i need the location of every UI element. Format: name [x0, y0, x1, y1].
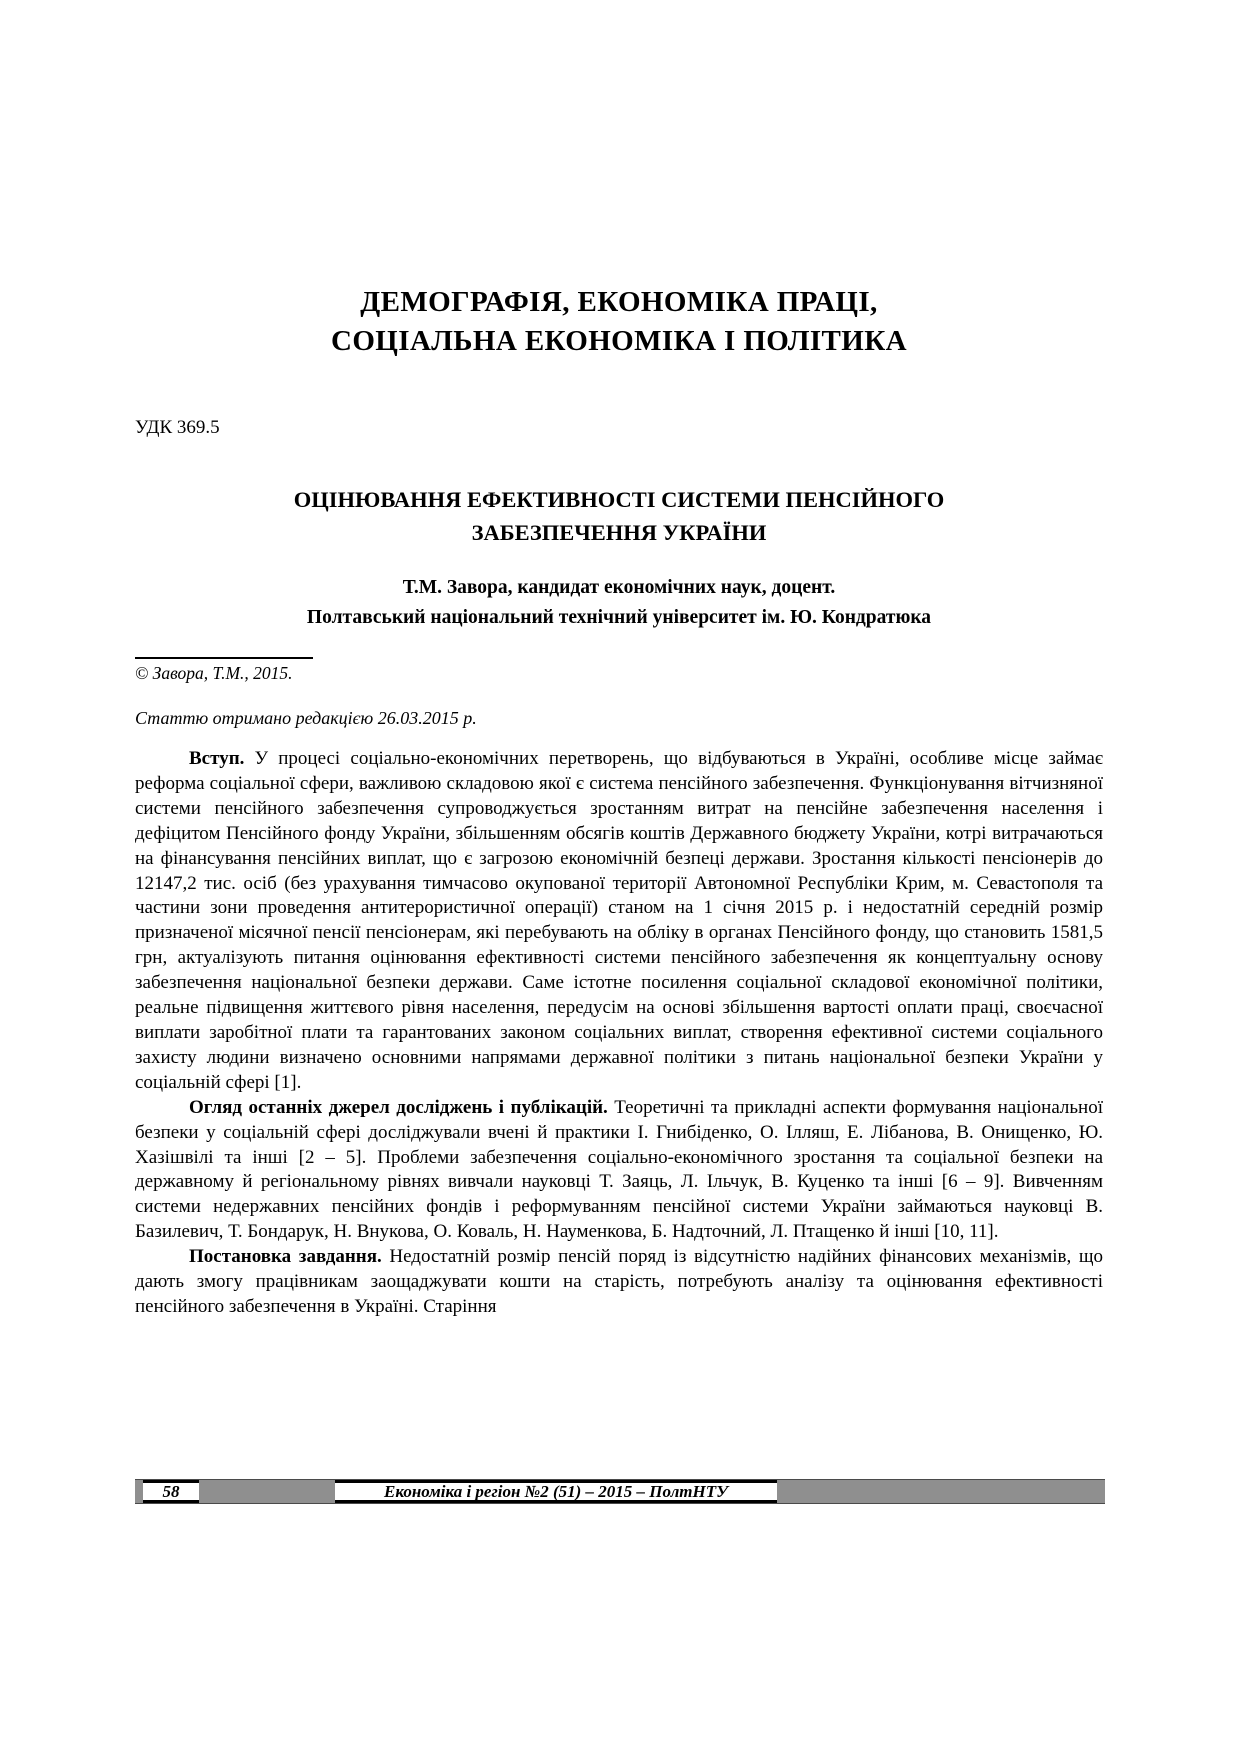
- page-content: [135, 0, 1103, 1320]
- paragraph-task: [135, 1245, 1103, 1320]
- author-block: [135, 573, 1103, 633]
- paragraph-review-text: Теоретичні та прикладні аспекти формування національної безпеки у соціальній сфері досліджували вчені й практики І. Гнибіденко, О. Ілляш, Е. Лібанова, В. Онищенко, Ю. Хазішвілі та інші [2 – 5]. Проблеми забезпечення соціально-економічного зростання та соціальної безпеки на державному й регіональному рівнях вивчали науковці Т. Заяць, Л. Ільчук, В. Куценко та інші [6 – 9]. Вивченням системи недержавних пенсійних фондів і реформуванням пенсійної системи України займаються науковці В. Базилевич, Т. Бондарук, Н. Внукова, О. Коваль, Н. Науменкова, Б. Надточний, Л. Птащенко й інші [10, 11].: [135, 1096, 1104, 1243]
- article-title-line1: ОЦІНЮВАННЯ ЕФЕКТИВНОСТІ СИСТЕМИ ПЕНСІЙНОГО: [293, 487, 945, 512]
- paragraph-task-text: Недостатній розмір пенсій поряд із відсутністю надійних фінансових механізмів, що дають змогу працівникам заощаджувати кошти на старість, потребують аналізу та оцінювання ефективності пенсійного забезпечення в Україні. Старіння: [135, 1246, 1104, 1317]
- paragraph-intro-lead: Вступ.: [189, 748, 245, 769]
- paragraph-review: [135, 1096, 1103, 1245]
- section-title-line1: ДЕМОГРАФІЯ, ЕКОНОМІКА ПРАЦІ,: [360, 286, 878, 318]
- section-title-line2: СОЦІАЛЬНА ЕКОНОМІКА І ПОЛІТИКА: [331, 325, 907, 357]
- article-title-line2: ЗАБЕЗПЕЧЕННЯ УКРАЇНИ: [471, 520, 767, 545]
- copyright-note: © Завора, Т.М., 2015.: [135, 663, 293, 683]
- journal-title: Економіка і регіон №2 (51) – 2015 – ПолтНТУ: [335, 1480, 777, 1503]
- article-body: [135, 747, 1103, 1320]
- paragraph-task-lead: Постановка завдання.: [189, 1246, 382, 1268]
- received-note: Статтю отримано редакцією 26.03.2015 р.: [135, 708, 477, 728]
- paragraph-review-lead: Огляд останніх джерел досліджень і публікацій.: [189, 1096, 608, 1118]
- page-number: 58: [143, 1480, 199, 1503]
- page-footer: [135, 1479, 1105, 1504]
- udc-label: УДК 369.5: [135, 417, 220, 438]
- author-name: Т.М. Завора, кандидат економічних наук, доцент.: [402, 577, 836, 598]
- paragraph-intro-text: У процесі соціально-економічних перетворень, що відбуваються в Україні, особливе місце займає реформа соціальної сфери, важливою складовою якої є система пенсійного забезпечення. Функціонування вітчизняної системи пенсійного забезпечення супроводжується зростанням витрат на пенсійне забезпечення населення і дефіцитом Пенсійного фонду України, збільшенням обсягів коштів Державного бюджету України, котрі витрачаються на фінансування пенсійних виплат, що є загрозою економічній безпеці держави. Зростання кількості пенсіонерів до 12147,2 тис. осіб (без урахування тимчасово окупованої території Автономної Республіки Крим, м. Севастополя та частини зони проведення антитерористичної операції) станом на 1 січня 2015 р. і недостатній середній розмір призначеної місячної пенсії пенсіонерам, які перебувають на обліку в органах Пенсійного фонду, що становить 1581,5 грн, актуалізують питання оцінювання ефективності системи пенсійного забезпечення як концептуальну основу забезпечення національної безпеки держави. Саме істотне посилення соціальної складової економічної політики, реальне підвищення життєвого рівня населення, передусім на основі збільшення вартості оплати праці, своєчасної виплати заробітної плати та гарантованих законом соціальних виплат, створення ефективної системи соціального захисту людини визначено основними напрямами державної політики з питань національної безпеки України у соціальній сфері [1].: [135, 748, 1104, 1093]
- section-title: [135, 283, 1103, 361]
- footnote-rule: [135, 657, 313, 659]
- author-affiliation: Полтавський національний технічний університет ім. Ю. Кондратюка: [306, 607, 932, 628]
- article-title: [135, 483, 1103, 549]
- paragraph-intro: [135, 747, 1103, 1096]
